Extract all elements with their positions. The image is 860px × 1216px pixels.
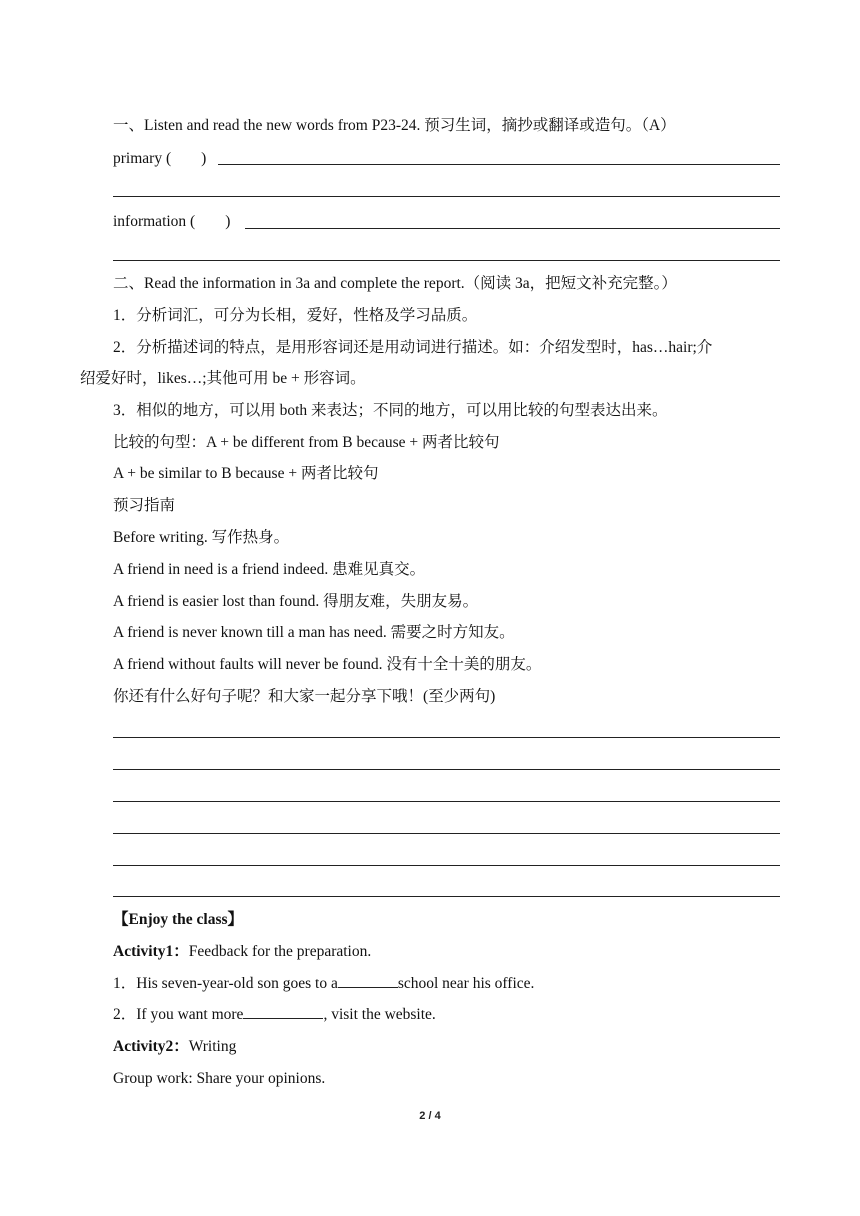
- point-2-b: 绍爱好时，likes…;其他可用 be + 形容词。: [80, 370, 366, 387]
- answer-line-primary[interactable]: [218, 164, 780, 165]
- question-2-post: , visit the website.: [323, 1006, 436, 1023]
- pattern-different: 比较的句型：A + be different from B because + 两者比较句: [113, 434, 500, 451]
- activity2-row: [113, 1036, 780, 1058]
- writing-line-2[interactable]: [113, 769, 780, 770]
- question-1: [113, 973, 780, 995]
- word-information: information (: [113, 213, 196, 230]
- proverb-1: A friend in need is a friend indeed. 患难见真交。: [113, 561, 426, 578]
- question-2-blank[interactable]: [243, 1004, 323, 1019]
- share-prompt: 你还有什么好句子呢？和大家一起分享下哦！(至少两句): [113, 688, 496, 705]
- question-1-post: school near his office.: [397, 975, 535, 992]
- writing-line-1[interactable]: [113, 737, 780, 738]
- section1-heading: 一、Listen and read the new words from P23-24. 预习生词，摘抄或翻译或造句。（A）: [113, 117, 676, 134]
- question-1-blank[interactable]: [338, 973, 398, 988]
- word-primary: primary (: [113, 150, 172, 167]
- word-row-information: [113, 211, 780, 233]
- writing-line-6[interactable]: [113, 896, 780, 897]
- proverb-4: A friend without faults will never be found. 没有十全十美的朋友。: [113, 656, 542, 673]
- pattern-similar: A + be similar to B because + 两者比较句: [113, 465, 379, 482]
- activity1-row: [113, 941, 780, 963]
- activity1-label: Activity1：: [113, 943, 189, 960]
- writing-line-3[interactable]: [113, 801, 780, 802]
- point-2-a: 2．分析描述词的特点，是用形容词还是用动词进行描述。如：介绍发型时，has…hair;介: [113, 339, 713, 356]
- enjoy-class-title: 【Enjoy the class】: [113, 911, 244, 928]
- proverb-2: A friend is easier lost than found. 得朋友难，失朋友易。: [113, 593, 479, 610]
- question-1-pre: 1．His seven-year-old son goes to a: [113, 975, 338, 992]
- writing-line-5[interactable]: [113, 865, 780, 866]
- answer-line-primary-2[interactable]: [113, 196, 780, 197]
- word-information-close: ): [225, 213, 231, 230]
- activity2-text: Writing: [188, 1038, 237, 1055]
- section2-heading: 二、Read the information in 3a and complete the report.（阅读 3a，把短文补充完整。）: [113, 275, 677, 292]
- point-1: 1．分析词汇，可分为长相，爱好，性格及学习品质。: [113, 307, 478, 324]
- writing-line-4[interactable]: [113, 833, 780, 834]
- proverb-3: A friend is never known till a man has need. 需要之时方知友。: [113, 624, 515, 641]
- question-2: [113, 1004, 780, 1026]
- page-number: 2 / 4: [419, 1110, 441, 1122]
- word-primary-close: ): [201, 150, 207, 167]
- word-row-primary: [113, 148, 780, 170]
- question-2-pre: 2．If you want more: [113, 1006, 244, 1023]
- point-3: 3．相似的地方，可以用 both 来表达；不同的地方，可以用比较的句型表达出来。: [113, 402, 668, 419]
- before-writing: Before writing. 写作热身。: [113, 529, 290, 546]
- activity1-text: Feedback for the preparation.: [188, 943, 372, 960]
- guide-title: 预习指南: [113, 497, 176, 514]
- answer-line-information-2[interactable]: [113, 260, 780, 261]
- answer-line-information[interactable]: [245, 228, 780, 229]
- group-work: Group work: Share your opinions.: [113, 1070, 326, 1087]
- activity2-label: Activity2：: [113, 1038, 189, 1055]
